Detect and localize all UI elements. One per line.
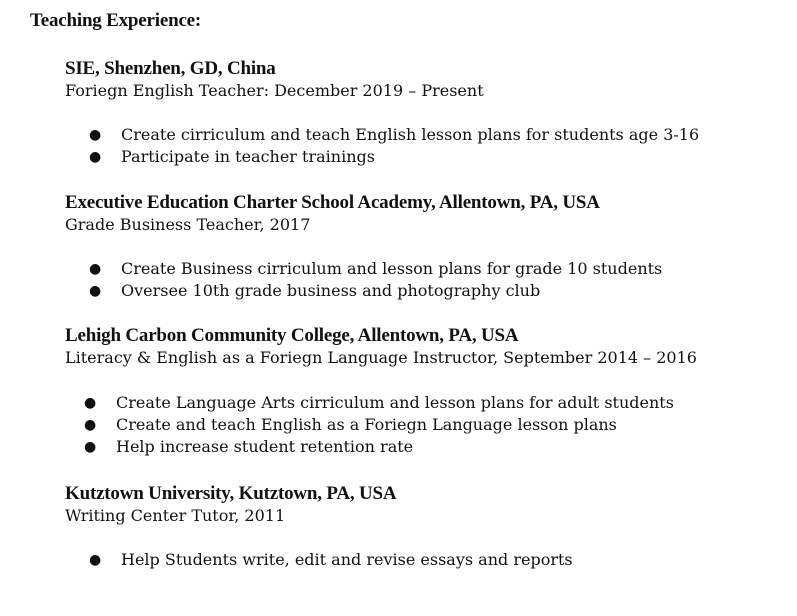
job-entry	[65, 58, 785, 166]
bullet-list	[65, 392, 785, 458]
list-item	[65, 414, 785, 436]
list-item	[65, 392, 785, 414]
employer-name: Executive Education Charter School Academy, Allentown, PA, USA	[65, 192, 600, 213]
bullet-icon: ●	[84, 395, 97, 411]
bullet-icon: ●	[89, 261, 102, 277]
bullet-text: Create Business cirriculum and lesson plans for grade 10 students	[121, 259, 663, 278]
bullet-icon: ●	[89, 127, 102, 143]
section-heading: Teaching Experience:	[30, 10, 202, 31]
list-item	[65, 258, 785, 280]
list-item	[65, 124, 785, 146]
list-item	[65, 436, 785, 458]
bullet-icon: ●	[89, 552, 102, 568]
list-item	[65, 146, 785, 168]
bullet-icon: ●	[89, 149, 102, 165]
job-role: Grade Business Teacher, 2017	[65, 215, 311, 234]
employer-name: SIE, Shenzhen, GD, China	[65, 58, 276, 79]
job-role: Writing Center Tutor, 2011	[65, 506, 286, 525]
bullet-text: Create and teach English as a Foriegn Language lesson plans	[116, 415, 617, 434]
bullet-text: Oversee 10th grade business and photography club	[121, 281, 541, 300]
bullet-text: Create cirriculum and teach English lesson plans for students age 3-16	[121, 125, 700, 144]
job-role: Foriegn English Teacher: December 2019 – Present	[65, 81, 484, 100]
bullet-icon: ●	[84, 439, 97, 455]
job-entry	[65, 325, 785, 456]
list-item	[65, 549, 785, 571]
employer-name: Lehigh Carbon Community College, Allentown, PA, USA	[65, 325, 519, 346]
list-item	[65, 280, 785, 302]
job-entry	[65, 483, 785, 569]
bullet-list	[65, 258, 785, 302]
bullet-icon: ●	[89, 283, 102, 299]
bullet-text: Participate in teacher trainings	[121, 147, 375, 166]
job-role: Literacy & English as a Foriegn Language Instructor, September 2014 – 2016	[65, 348, 697, 367]
employer-name: Kutztown University, Kutztown, PA, USA	[65, 483, 397, 504]
job-entry	[65, 192, 785, 300]
bullet-text: Help increase student retention rate	[116, 437, 414, 456]
bullet-text: Help Students write, edit and revise essays and reports	[121, 550, 573, 569]
bullet-text: Create Language Arts cirriculum and lesson plans for adult students	[116, 393, 674, 412]
bullet-icon: ●	[84, 417, 97, 433]
bullet-list	[65, 549, 785, 571]
bullet-list	[65, 124, 785, 168]
